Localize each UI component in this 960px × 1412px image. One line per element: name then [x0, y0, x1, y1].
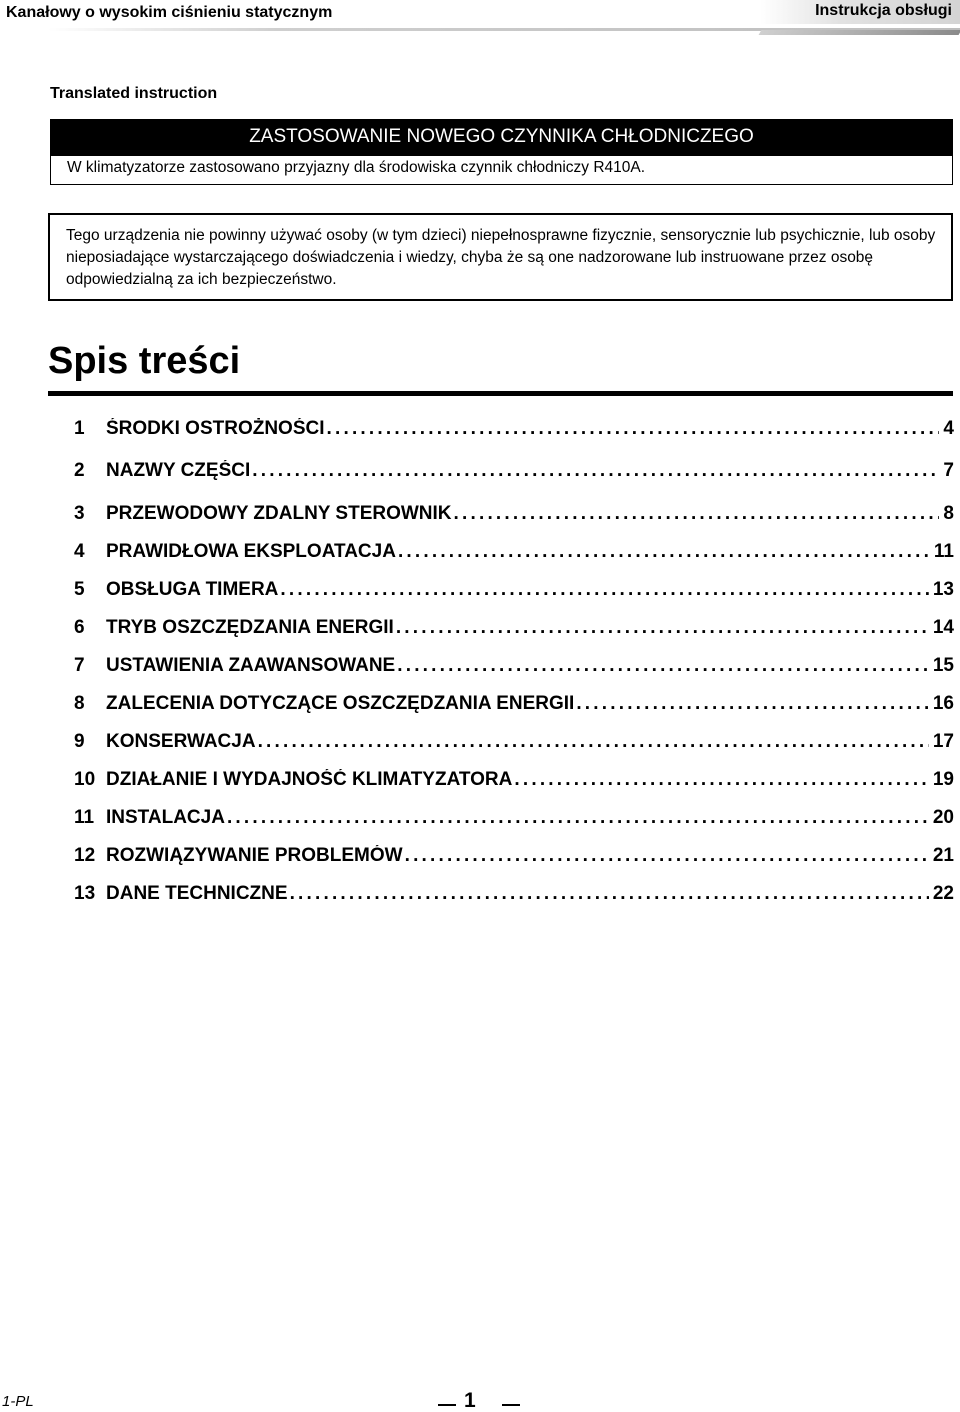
safety-warning-box: [48, 213, 953, 301]
toc-entry-label: PRAWIDŁOWA EKSPLOATACJA: [106, 541, 396, 562]
toc-entry-number: 2: [74, 460, 85, 481]
toc-entry-label: DANE TECHNICZNE: [106, 883, 288, 904]
footer-dash-right: [502, 1404, 520, 1406]
toc-entry-label: KONSERWACJA: [106, 731, 256, 752]
toc-entry-leader-dots: [256, 731, 929, 753]
toc-entry-leader-dots: [452, 503, 940, 525]
refrigerant-notice-text: W klimatyzatorze zastosowano przyjazny dla środowiska czynnik chłodniczy R410A.: [67, 159, 646, 176]
toc-entry-number: 10: [74, 769, 96, 790]
toc-entry[interactable]: [74, 807, 954, 833]
toc-entry-leader-dots: [512, 769, 928, 791]
toc-heading: Spis treści: [48, 340, 241, 382]
toc-entry-leader-dots: [288, 883, 929, 905]
toc-entry-label: TRYB OSZCZĘDZANIA ENERGII: [106, 617, 394, 638]
toc-entry-label: ŚRODKI OSTROŻNOŚCI: [106, 418, 325, 439]
toc-entry-leader-dots: [395, 655, 929, 677]
toc-entry-page: 16: [932, 693, 954, 714]
toc-entry-label: OBSŁUGA TIMERA: [106, 579, 279, 600]
toc-entry[interactable]: [74, 541, 954, 567]
toc-entry-number: 7: [74, 655, 85, 676]
toc-entry-leader-dots: [394, 617, 929, 639]
toc-entry[interactable]: [74, 503, 954, 529]
toc-entry-page: 13: [932, 579, 954, 600]
toc-entry-number: 11: [74, 807, 95, 828]
document-title: Kanałowy o wysokim ciśnieniu statycznym: [6, 4, 333, 21]
toc-entry-number: 9: [74, 731, 85, 752]
toc-entry-leader-dots: [403, 845, 929, 867]
toc-entry-page: 17: [932, 731, 954, 752]
translated-instruction-label: Translated instruction: [50, 85, 218, 102]
toc-entry-label: PRZEWODOWY ZDALNY STEROWNIK: [106, 503, 452, 524]
toc-entry[interactable]: [74, 845, 954, 871]
toc-entry-number: 13: [74, 883, 96, 904]
header-rule-accent: [759, 30, 960, 35]
toc-entry-label: INSTALACJA: [106, 807, 225, 828]
toc-entry-page: 20: [932, 807, 954, 828]
toc-entry[interactable]: [74, 883, 954, 909]
toc-entry-number: 3: [74, 503, 85, 524]
toc-heading-rule: [48, 391, 953, 396]
refrigerant-notice-title: ZASTOSOWANIE NOWEGO CZYNNIKA CHŁODNICZEGO: [51, 120, 952, 156]
toc-entry-leader-dots: [574, 693, 929, 715]
toc-entry[interactable]: [74, 693, 954, 719]
toc-entry[interactable]: [74, 769, 954, 795]
safety-warning-text: Tego urządzenia nie powinny używać osoby (w tym dzieci) niepełnosprawne fizycznie, sensorycznie lub psychicznie, lub osoby nieposiadające wystarczającego doświadczenia i wiedzy, chyba że są one nadzorowane lub instruowane przez osobę odpowiedzialną za ich bezpieczeństwo.: [66, 227, 936, 288]
toc-entry-page: 22: [932, 883, 954, 904]
toc-entry[interactable]: [74, 579, 954, 605]
toc-entry-label: USTAWIENIA ZAAWANSOWANE: [106, 655, 396, 676]
toc-entry-number: 6: [74, 617, 85, 638]
toc-entry-label: NAZWY CZĘŚCI: [106, 460, 251, 481]
toc-entry[interactable]: [74, 731, 954, 757]
toc-entry-page: 21: [932, 845, 954, 866]
toc-entry-number: 5: [74, 579, 85, 600]
toc-entry-leader-dots: [250, 460, 939, 482]
toc-entry-number: 8: [74, 693, 85, 714]
manual-type-label: Instrukcja obsługi: [815, 2, 952, 19]
toc-entry-number: 12: [74, 845, 96, 866]
toc-entry-page: 19: [932, 769, 954, 790]
toc-entry-leader-dots: [325, 418, 940, 440]
toc-entry-label: DZIAŁANIE I WYDAJNOŚĆ KLIMATYZATORA: [106, 769, 513, 790]
toc-entry-page: 4: [943, 418, 954, 439]
footer-page-number: 1: [464, 1389, 476, 1412]
toc-entry-number: 4: [74, 541, 85, 562]
toc-entry-page: 8: [943, 503, 954, 524]
toc-entry-page: 14: [932, 617, 954, 638]
toc-entry-leader-dots: [225, 807, 929, 829]
toc-entry-page: 11: [933, 541, 954, 562]
toc-entry-leader-dots: [278, 579, 928, 601]
toc-entry-label: ROZWIĄZYWANIE PROBLEMÓW: [106, 845, 403, 866]
toc-entry-leader-dots: [396, 541, 930, 563]
footer-dash-left: [438, 1404, 456, 1406]
toc-entry[interactable]: [74, 418, 954, 444]
toc-entry[interactable]: [74, 460, 954, 486]
toc-entry-number: 1: [74, 418, 85, 439]
toc-entry-page: 15: [932, 655, 954, 676]
toc-entry-page: 7: [943, 460, 954, 481]
footer-language-code: 1-PL: [2, 1393, 34, 1410]
toc-entry-label: ZALECENIA DOTYCZĄCE OSZCZĘDZANIA ENERGII: [106, 693, 575, 714]
toc-entry[interactable]: [74, 617, 954, 643]
refrigerant-notice-box: [50, 119, 953, 185]
toc-entry[interactable]: [74, 655, 954, 681]
